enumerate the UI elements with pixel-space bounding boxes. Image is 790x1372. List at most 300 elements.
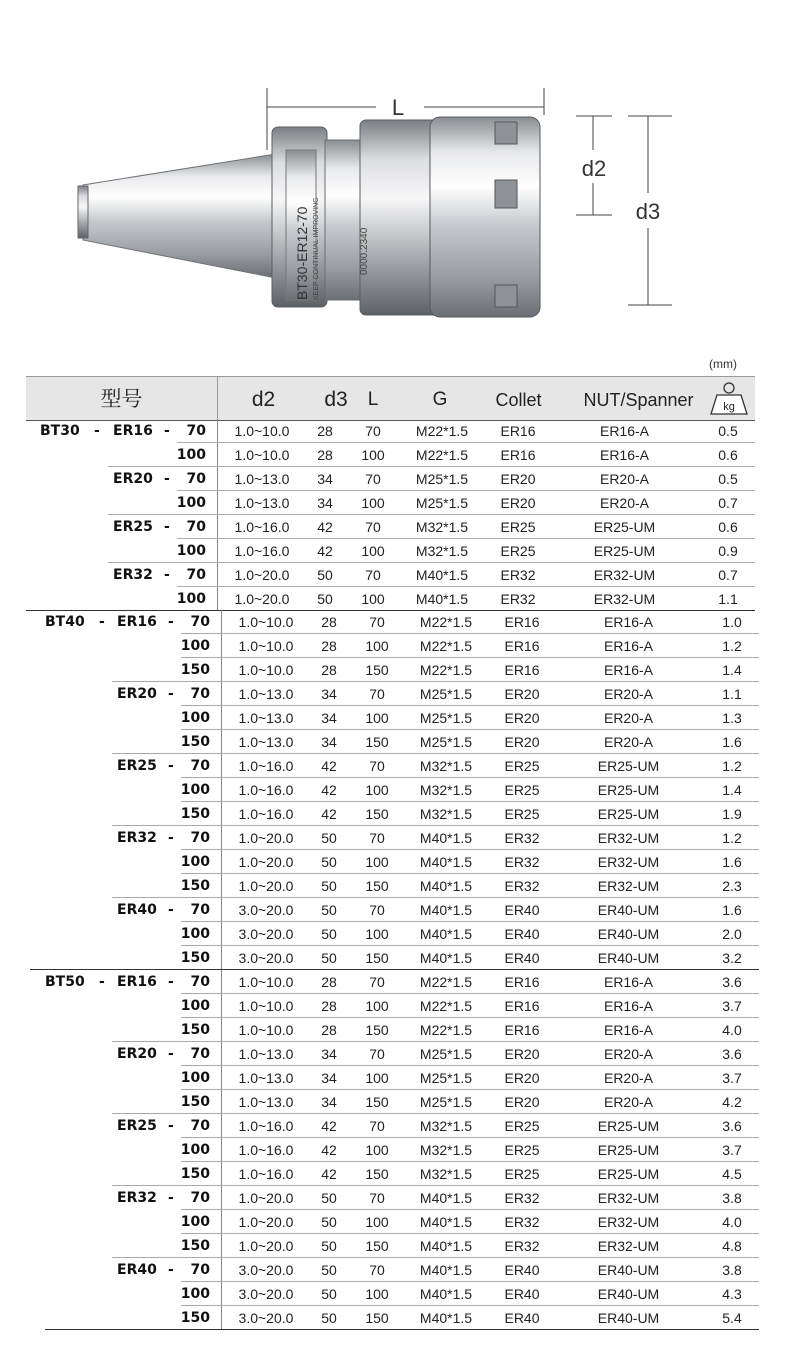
dim-d3-label: d3 (635, 199, 661, 224)
table-row (0, 970, 790, 994)
cell-nut: ER20-A (603, 686, 654, 702)
dim-d2-label: d2 (581, 156, 607, 181)
header-d3: d3 (324, 388, 348, 411)
cell-kg: 0.7 (718, 567, 738, 583)
cell-nut: ER16-A (603, 998, 654, 1014)
cell-L: 70 (365, 567, 381, 583)
cell-nut: ER40-UM (597, 1262, 660, 1278)
engraving-text: BT30-ER12-70 (294, 206, 310, 300)
table-row (0, 1210, 790, 1234)
cell-d3: 50 (321, 902, 337, 918)
cell-G: M32*1.5 (419, 806, 473, 822)
cell-collet: ER16 (500, 447, 536, 463)
cell-L: 100 (365, 854, 389, 870)
cell-nut: ER20-A (603, 734, 654, 750)
table-row (0, 1066, 790, 1090)
table-row (0, 563, 790, 587)
cell-d2: 1.0~13.0 (238, 686, 294, 702)
cell-d2: 1.0~10.0 (234, 447, 290, 463)
nut-slot-mid (495, 180, 517, 208)
cell-nut: ER20-A (599, 471, 650, 487)
cell-collet: ER16 (504, 974, 540, 990)
cell-L: 70 (369, 1190, 385, 1206)
dash: - (164, 423, 170, 439)
cell-collet: ER32 (500, 567, 536, 583)
er-label: ER40 (117, 1262, 157, 1278)
cell-G: M32*1.5 (419, 1166, 473, 1182)
column-divider (221, 778, 222, 802)
cell-d2: 3.0~20.0 (238, 926, 294, 942)
cell-collet: ER32 (504, 1190, 540, 1206)
cell-nut: ER16-A (599, 447, 650, 463)
er-label: ER40 (117, 902, 157, 918)
cell-d3: 50 (321, 1286, 337, 1302)
cell-nut: ER20-A (603, 1046, 654, 1062)
table-row (0, 730, 790, 754)
table-row (0, 874, 790, 898)
length-label: 100 (180, 710, 210, 726)
cell-L: 70 (369, 974, 385, 990)
er-label: ER25 (117, 1118, 157, 1134)
length-label: 100 (180, 1142, 210, 1158)
cell-kg: 1.2 (722, 758, 742, 774)
column-divider (217, 491, 218, 515)
cell-d2: 1.0~10.0 (238, 614, 294, 630)
table-row (0, 754, 790, 778)
cell-collet: ER40 (504, 1310, 540, 1326)
length-label: 150 (180, 1166, 210, 1182)
cell-collet: ER32 (504, 830, 540, 846)
cell-G: M25*1.5 (419, 686, 473, 702)
cell-collet: ER20 (504, 1070, 540, 1086)
length-label: 150 (180, 734, 210, 750)
table-row (0, 706, 790, 730)
neck (325, 140, 365, 300)
cell-d2: 3.0~20.0 (238, 1286, 294, 1302)
cell-d2: 3.0~20.0 (238, 1262, 294, 1278)
cell-d2: 1.0~10.0 (238, 638, 294, 654)
cell-d3: 42 (317, 519, 333, 535)
cell-L: 70 (369, 1262, 385, 1278)
column-divider (217, 563, 218, 587)
column-divider (217, 587, 218, 611)
column-divider (221, 1042, 222, 1066)
cell-kg: 0.6 (718, 447, 738, 463)
cell-kg: 4.3 (722, 1286, 742, 1302)
table-row (0, 587, 790, 611)
table-row (0, 491, 790, 515)
dash: - (168, 1190, 174, 1206)
nut (430, 117, 540, 317)
length-label: 70 (190, 1190, 210, 1206)
table-row (0, 467, 790, 491)
cell-d2: 1.0~13.0 (234, 471, 290, 487)
table-row (0, 850, 790, 874)
er-label: ER20 (117, 686, 157, 702)
cell-nut: ER25-UM (597, 806, 660, 822)
cell-G: M40*1.5 (419, 1238, 473, 1254)
dash: - (168, 1046, 174, 1062)
er-label: ER16 (117, 614, 157, 630)
cell-nut: ER20-A (603, 710, 654, 726)
table-row (0, 515, 790, 539)
taper-tip (78, 186, 88, 238)
length-label: 100 (176, 543, 206, 559)
column-divider (217, 515, 218, 539)
cell-G: M40*1.5 (419, 854, 473, 870)
cell-kg: 3.8 (722, 1190, 742, 1206)
cell-kg: 3.7 (722, 998, 742, 1014)
cell-L: 100 (361, 591, 385, 607)
cell-L: 100 (365, 1070, 389, 1086)
length-label: 150 (180, 950, 210, 966)
cell-L: 100 (365, 782, 389, 798)
cell-kg: 1.1 (722, 686, 742, 702)
column-divider (221, 1138, 222, 1162)
dash: - (168, 902, 174, 918)
cell-collet: ER32 (500, 591, 536, 607)
cell-nut: ER40-UM (597, 1286, 660, 1302)
cell-d2: 1.0~16.0 (234, 543, 290, 559)
column-divider (217, 539, 218, 563)
nut-slot-bottom (495, 285, 517, 307)
table-row (0, 682, 790, 706)
cell-d3: 28 (321, 1022, 337, 1038)
cell-collet: ER25 (504, 758, 540, 774)
column-divider (221, 634, 222, 658)
dash: - (164, 519, 170, 535)
cell-collet: ER25 (500, 543, 536, 559)
length-label: 70 (186, 567, 206, 583)
cell-collet: ER16 (504, 614, 540, 630)
table-row (0, 1306, 790, 1330)
cell-kg: 0.6 (718, 519, 738, 535)
length-label: 100 (176, 495, 206, 511)
cell-nut: ER16-A (603, 638, 654, 654)
cell-kg: 1.9 (722, 806, 742, 822)
engraving-subtext: KEEP CONTINUAL IMPROVING (313, 197, 320, 300)
cell-kg: 3.6 (722, 1046, 742, 1062)
length-label: 70 (186, 519, 206, 535)
cell-d3: 50 (321, 1214, 337, 1230)
table-row (0, 1282, 790, 1306)
cell-d3: 42 (321, 758, 337, 774)
header-d2: d2 (251, 388, 276, 411)
dash: - (164, 471, 170, 487)
cell-kg: 5.4 (722, 1310, 742, 1326)
cell-kg: 3.6 (722, 1118, 742, 1134)
cell-nut: ER32-UM (593, 591, 656, 607)
row-divider (45, 1329, 759, 1330)
column-divider (221, 754, 222, 778)
cell-G: M40*1.5 (415, 591, 469, 607)
length-label: 150 (180, 806, 210, 822)
cell-G: M25*1.5 (415, 495, 469, 511)
cell-kg: 4.2 (722, 1094, 742, 1110)
cell-d2: 1.0~10.0 (238, 1022, 294, 1038)
cell-G: M32*1.5 (415, 519, 469, 535)
dash: - (168, 614, 174, 630)
cell-collet: ER32 (504, 854, 540, 870)
cell-nut: ER25-UM (593, 519, 656, 535)
cell-kg: 3.8 (722, 1262, 742, 1278)
length-label: 70 (186, 423, 206, 439)
cell-nut: ER25-UM (593, 543, 656, 559)
cell-collet: ER40 (504, 1262, 540, 1278)
cell-d2: 1.0~16.0 (238, 806, 294, 822)
table-row (0, 1090, 790, 1114)
cell-d3: 50 (321, 854, 337, 870)
cell-collet: ER20 (504, 734, 540, 750)
taper-shank (83, 154, 276, 278)
cell-G: M40*1.5 (419, 1190, 473, 1206)
column-divider (221, 826, 222, 850)
column-divider (221, 1258, 222, 1282)
cell-kg: 0.5 (718, 471, 738, 487)
cell-nut: ER32-UM (597, 878, 660, 894)
cell-G: M32*1.5 (419, 782, 473, 798)
cell-G: M22*1.5 (419, 998, 473, 1014)
cell-d3: 28 (321, 614, 337, 630)
cell-L: 100 (361, 543, 385, 559)
cell-collet: ER32 (504, 878, 540, 894)
cell-G: M40*1.5 (419, 830, 473, 846)
cell-d2: 1.0~13.0 (238, 710, 294, 726)
cell-kg: 1.1 (718, 591, 738, 607)
cell-nut: ER16-A (603, 974, 654, 990)
cell-nut: ER32-UM (597, 1238, 660, 1254)
cell-d3: 34 (321, 734, 337, 750)
cell-kg: 0.5 (718, 423, 738, 439)
cell-nut: ER20-A (603, 1094, 654, 1110)
cell-L: 70 (369, 1118, 385, 1134)
er-label: ER25 (113, 519, 153, 535)
table-row (0, 539, 790, 563)
series-label: BT30 (40, 423, 80, 439)
table-row (0, 802, 790, 826)
cell-kg: 1.6 (722, 854, 742, 870)
cell-d2: 3.0~20.0 (238, 902, 294, 918)
cell-nut: ER32-UM (597, 854, 660, 870)
cell-kg: 3.7 (722, 1142, 742, 1158)
cell-G: M32*1.5 (419, 758, 473, 774)
cell-G: M40*1.5 (419, 1310, 473, 1326)
cell-d3: 50 (317, 567, 333, 583)
cell-kg: 1.4 (722, 782, 742, 798)
cell-d2: 1.0~20.0 (238, 878, 294, 894)
cell-collet: ER16 (504, 998, 540, 1014)
cell-nut: ER16-A (599, 423, 650, 439)
length-label: 100 (180, 998, 210, 1014)
cell-collet: ER16 (500, 423, 536, 439)
column-divider (221, 850, 222, 874)
cell-collet: ER40 (504, 926, 540, 942)
cell-G: M40*1.5 (419, 926, 473, 942)
cell-collet: ER40 (504, 1286, 540, 1302)
cell-d3: 34 (321, 1046, 337, 1062)
table-row (0, 634, 790, 658)
cell-d2: 1.0~20.0 (234, 591, 290, 607)
dash: - (168, 974, 174, 990)
cell-d2: 1.0~10.0 (234, 423, 290, 439)
cell-d2: 1.0~10.0 (238, 998, 294, 1014)
cell-kg: 1.6 (722, 902, 742, 918)
cell-G: M40*1.5 (419, 950, 473, 966)
column-divider (221, 610, 222, 634)
cell-d2: 1.0~20.0 (238, 1214, 294, 1230)
table-row (0, 994, 790, 1018)
cell-nut: ER25-UM (597, 1118, 660, 1134)
cell-kg: 3.7 (722, 1070, 742, 1086)
cell-L: 70 (369, 1046, 385, 1062)
header-model: 型号 (100, 388, 143, 411)
cell-L: 70 (369, 830, 385, 846)
cell-d2: 1.0~13.0 (238, 1046, 294, 1062)
cell-collet: ER20 (504, 710, 540, 726)
cell-d2: 1.0~13.0 (234, 495, 290, 511)
column-divider (221, 1066, 222, 1090)
length-label: 100 (180, 1286, 210, 1302)
cell-L: 150 (365, 1094, 389, 1110)
cell-G: M25*1.5 (419, 734, 473, 750)
cell-kg: 3.2 (722, 950, 742, 966)
cell-L: 100 (365, 926, 389, 942)
length-label: 70 (190, 1046, 210, 1062)
cell-nut: ER20-A (603, 1070, 654, 1086)
cell-G: M22*1.5 (419, 974, 473, 990)
cell-d3: 50 (321, 1310, 337, 1326)
length-label: 100 (180, 638, 210, 654)
table-row (0, 826, 790, 850)
cell-d2: 1.0~16.0 (238, 1118, 294, 1134)
column-divider (217, 467, 218, 491)
cell-kg: 1.6 (722, 734, 742, 750)
column-divider (221, 1114, 222, 1138)
table-row (0, 946, 790, 970)
cell-collet: ER25 (500, 519, 536, 535)
cell-collet: ER25 (504, 1166, 540, 1182)
cell-d2: 1.0~16.0 (238, 1142, 294, 1158)
cell-kg: 4.5 (722, 1166, 742, 1182)
cell-G: M40*1.5 (419, 878, 473, 894)
cell-d3: 50 (317, 591, 333, 607)
cell-d2: 1.0~10.0 (238, 662, 294, 678)
cell-d3: 50 (321, 1262, 337, 1278)
cell-d3: 34 (321, 686, 337, 702)
cell-G: M32*1.5 (415, 543, 469, 559)
cell-L: 100 (365, 638, 389, 654)
cell-d2: 1.0~20.0 (234, 567, 290, 583)
table-row (0, 658, 790, 682)
cell-d3: 28 (321, 662, 337, 678)
length-label: 70 (190, 830, 210, 846)
column-divider (221, 1162, 222, 1186)
cell-d2: 1.0~20.0 (238, 854, 294, 870)
cell-d3: 50 (321, 1190, 337, 1206)
cell-L: 100 (365, 1286, 389, 1302)
dash: - (168, 1262, 174, 1278)
cell-collet: ER25 (504, 806, 540, 822)
series-label: BT40 (45, 614, 85, 630)
cell-kg: 3.6 (722, 974, 742, 990)
cell-collet: ER25 (504, 782, 540, 798)
cell-L: 150 (365, 878, 389, 894)
length-label: 100 (180, 854, 210, 870)
length-label: 150 (180, 1094, 210, 1110)
cell-nut: ER32-UM (597, 1190, 660, 1206)
table-row (0, 610, 790, 634)
dash: - (164, 567, 170, 583)
cell-L: 150 (365, 662, 389, 678)
cell-kg: 2.0 (722, 926, 742, 942)
cell-d2: 1.0~13.0 (238, 1070, 294, 1086)
table-header (26, 376, 755, 421)
length-label: 150 (180, 662, 210, 678)
cell-G: M22*1.5 (419, 614, 473, 630)
cell-L: 70 (365, 423, 381, 439)
cell-d3: 50 (321, 878, 337, 894)
length-label: 100 (180, 926, 210, 942)
cell-G: M40*1.5 (419, 1286, 473, 1302)
cell-G: M22*1.5 (415, 423, 469, 439)
length-label: 70 (190, 758, 210, 774)
cell-L: 150 (365, 734, 389, 750)
cell-d3: 34 (321, 710, 337, 726)
cell-G: M22*1.5 (419, 638, 473, 654)
cell-collet: ER16 (504, 662, 540, 678)
cell-d3: 42 (321, 782, 337, 798)
length-label: 70 (190, 902, 210, 918)
table-row (0, 1234, 790, 1258)
length-label: 150 (180, 1022, 210, 1038)
column-divider (221, 1018, 222, 1042)
dash: - (99, 974, 105, 990)
cell-collet: ER32 (504, 1238, 540, 1254)
table-row (0, 1186, 790, 1210)
length-label: 100 (180, 1070, 210, 1086)
cell-d2: 1.0~20.0 (238, 1238, 294, 1254)
cell-kg: 2.3 (722, 878, 742, 894)
cell-L: 150 (365, 1022, 389, 1038)
cell-d3: 28 (321, 974, 337, 990)
cell-L: 70 (369, 758, 385, 774)
cell-nut: ER25-UM (597, 782, 660, 798)
length-label: 150 (180, 1238, 210, 1254)
column-divider (221, 1210, 222, 1234)
cell-collet: ER25 (504, 1142, 540, 1158)
cell-kg: 4.8 (722, 1238, 742, 1254)
length-label: 150 (180, 1310, 210, 1326)
cell-d3: 42 (317, 543, 333, 559)
column-divider (221, 1282, 222, 1306)
cell-L: 100 (365, 998, 389, 1014)
column-divider (221, 874, 222, 898)
length-label: 100 (180, 1214, 210, 1230)
cell-G: M32*1.5 (419, 1142, 473, 1158)
dash: - (94, 423, 100, 439)
cell-d2: 1.0~13.0 (238, 1094, 294, 1110)
cell-L: 150 (365, 1238, 389, 1254)
length-label: 70 (190, 686, 210, 702)
header-G: G (432, 389, 448, 410)
column-divider (221, 1090, 222, 1114)
er-label: ER16 (113, 423, 153, 439)
cell-L: 70 (369, 902, 385, 918)
cell-G: M22*1.5 (415, 447, 469, 463)
cell-G: M40*1.5 (415, 567, 469, 583)
cell-kg: 0.9 (718, 543, 738, 559)
length-label: 100 (176, 591, 206, 607)
